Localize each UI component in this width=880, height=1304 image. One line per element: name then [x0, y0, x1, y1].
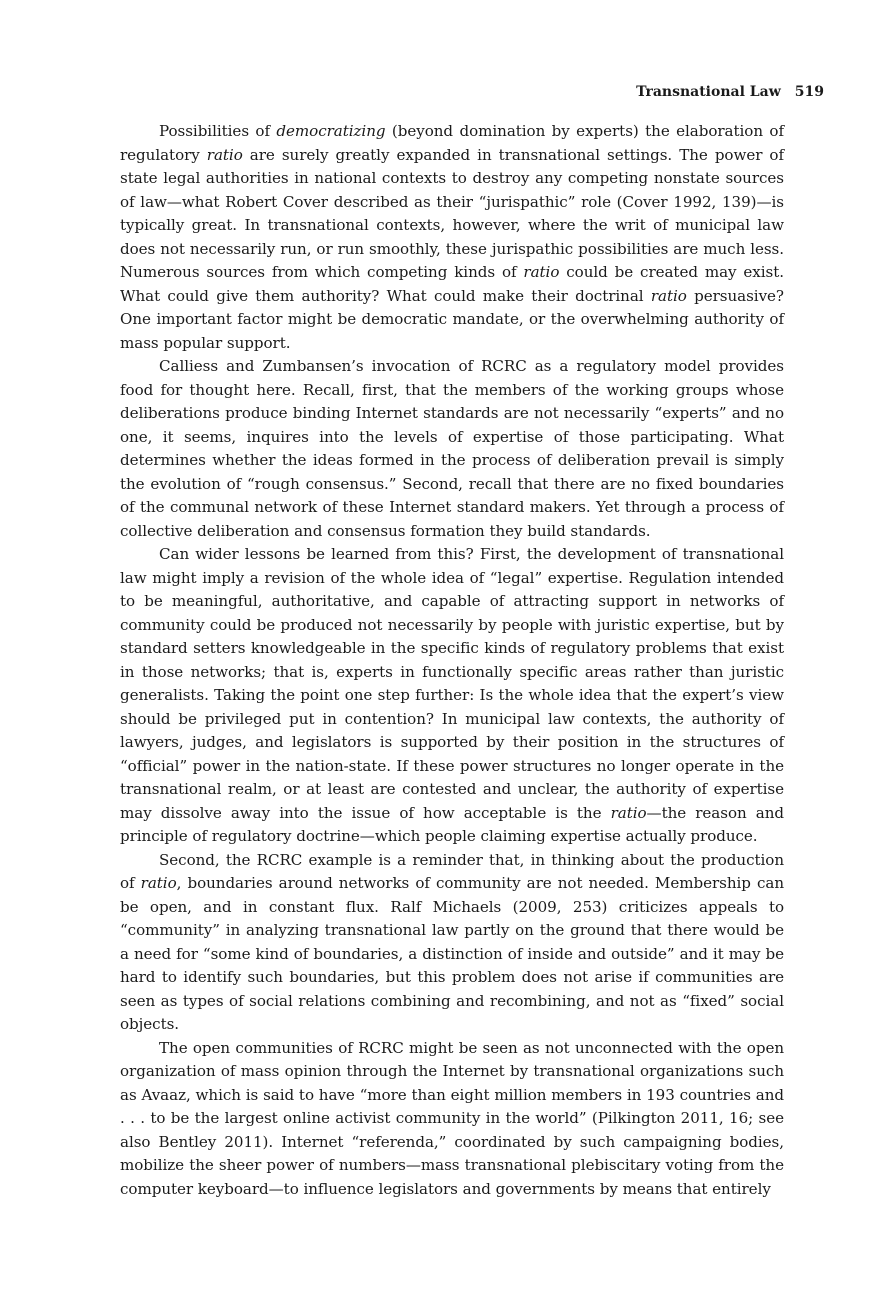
text-run: are surely greatly expanded in transnational settings. The power of state legal authorities in national contexts to destroy any competing nonstate sources of law—what Robert Cover described as their “jurispathic” role (Cover 1992, 139)—is typically great. In transnational contexts, however, where the writ of municipal law does not necessarily run, or run smoothly, these jurispathic possibilities are much less. Numerous sources from which competing kinds of [120, 145, 784, 281]
paragraph-open-communities [120, 1037, 784, 1202]
paragraph-democratizing [120, 120, 784, 355]
text-run: (beyond domination by experts) the elaboration of regulatory [120, 122, 784, 164]
paragraph-rcrc-model [120, 355, 784, 543]
italic-term: democratizing [276, 122, 386, 140]
text-run: persuasive? One important factor might be democratic mandate, or the overwhelming authority of mass popular support. [120, 286, 784, 352]
text-run: , boundaries around networks of community are not needed. Membership can be open, and in constant flux. Ralf Michaels (2009, 253) criticizes appeals to “community” in analyzing transnational law partly on the ground that there would be a need for “some kind of boundaries, a distinction of inside and outside” and it may be hard to identify such boundaries, but this problem does not arise if communities are seen as types of social relations combining and recombining, and not as “fixed” social objects. [120, 874, 784, 1033]
text-run: could be created may exist. What could give them authority? What could make their doctrinal [120, 263, 784, 305]
body-text [120, 120, 784, 1201]
text-run: —the reason and principle of regulatory doctrine—which people claiming expertise actually produce. [120, 803, 784, 845]
text-run: Second, the RCRC example is a reminder that, in thinking about the production of [120, 850, 784, 892]
text-run: Calliess and Zumbansen’s invocation of RCRC as a regulatory model provides food for thought here. Recall, first, that the members of the working groups whose deliberations produce binding Internet standards are not necessarily “experts” and no one, it seems, inquires into the levels of expertise of those participating. What determines whether the ideas formed in the process of deliberation prevail is simply the evolution of “rough consensus.” Second, recall that there are no fixed boundaries of the communal network of these Internet standard makers. Yet through a process of collective deliberation and consensus formation they build standards. [120, 357, 784, 540]
running-head [636, 82, 824, 102]
page-number: 519 [794, 84, 824, 100]
text-run: The open communities of RCRC might be seen as not unconnected with the open organization of mass opinion through the Internet by transnational organizations such as Avaaz, which is said to have “more than eight million members in 193 countries and . . . to be the largest online activist community in the world” (Pilkington 2011, 16; see also Bentley 2011). Internet “referenda,” coordinated by such campaigning bodies, mobilize the sheer power of numbers—mass transnational plebiscitary voting from the computer keyboard—to influence legislators and governments by means that entirely [120, 1038, 784, 1198]
paragraph-wider-lessons [120, 543, 784, 849]
text-run: Can wider lessons be learned from this? First, the development of transnational law might imply a revision of the whole idea of “legal” expertise. Regulation intended to be meaningful, authoritative, and capable of attracting support in networks of community could be produced not necessarily by people with juristic expertise, but by standard setters knowledgeable in the specific kinds of regulatory problems that exist in those networks; that is, experts in functionally specific areas rather than juristic generalists. Taking the point one step further: Is the whole idea that the expert’s view should be privileged put in contention? In municipal law contexts, the authority of lawyers, judges, and legislators is supported by their position in the structures of “official” power in the nation-state. If these power structures no longer operate in the transnational realm, or at least are contested and unclear, the authority of expertise may dissolve away into the issue of how acceptable is the [120, 545, 784, 822]
italic-term: ratio [523, 263, 560, 281]
italic-term: ratio [140, 874, 177, 892]
italic-term: ratio [610, 803, 647, 822]
italic-term: ratio [206, 145, 243, 164]
running-title: Transnational Law [636, 84, 781, 100]
paragraph-boundaries [120, 849, 784, 1037]
italic-term: ratio [650, 286, 687, 305]
text-run: Possibilities of [159, 122, 277, 140]
